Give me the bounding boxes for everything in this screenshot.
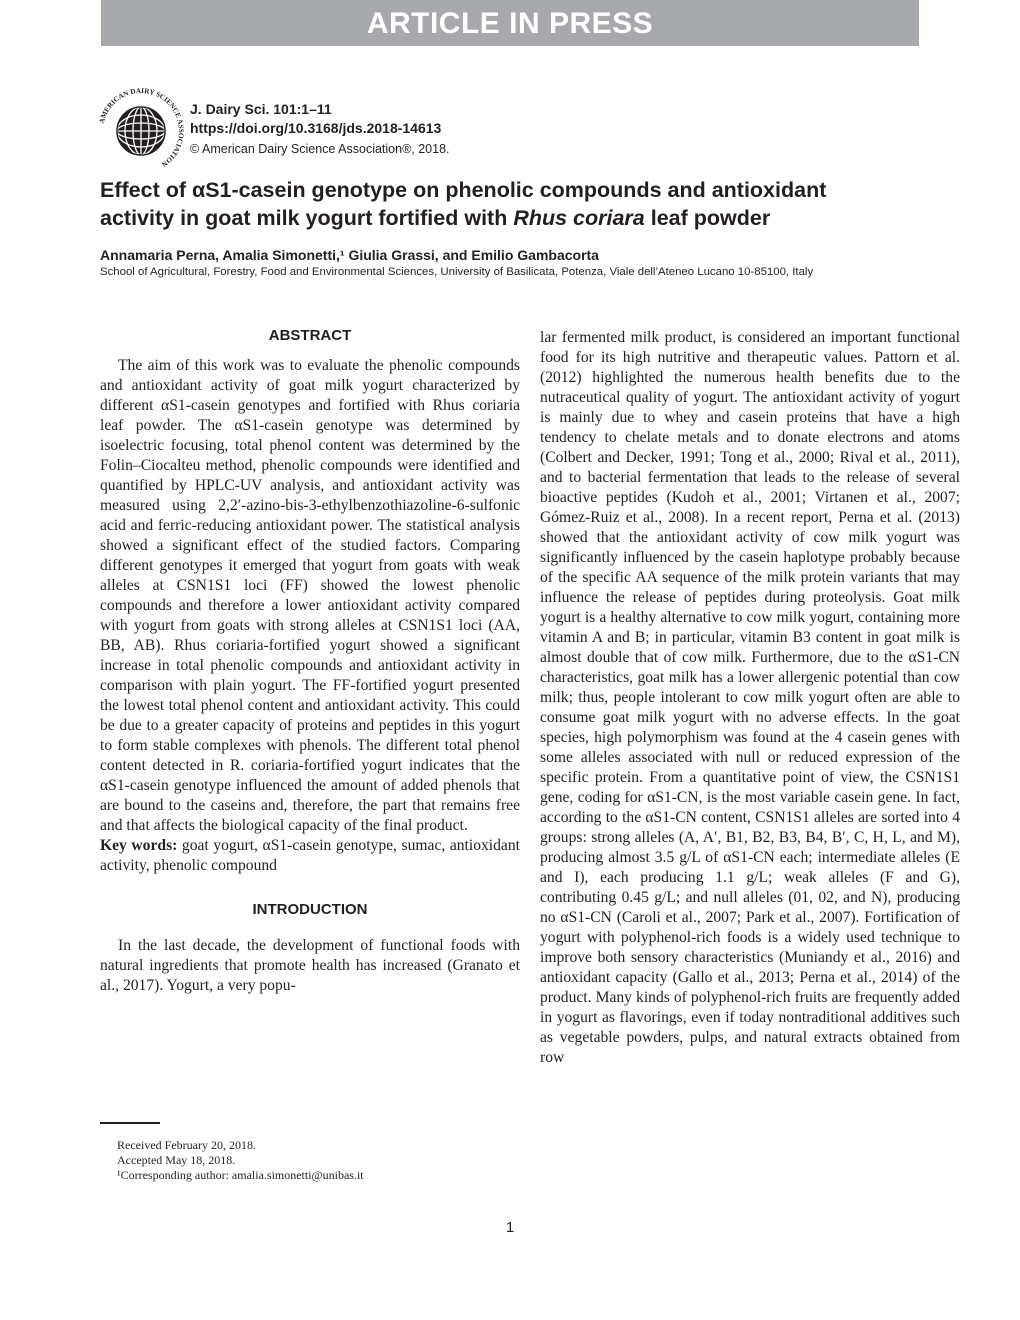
abstract-heading: ABSTRACT [268,327,352,344]
keywords-text: goat yogurt, αS1-casein genotype, sumac, antioxidant activity, phenolic compound [100,837,520,874]
title-species: Rhus coriara [513,206,645,230]
journal-info [190,100,450,159]
received-date: Received February 20, 2018. [117,1138,256,1152]
journal-citation: J. Dairy Sci. 101:1–11 [190,101,332,117]
article-title [100,176,920,232]
title-line-2 [100,204,920,232]
doi-link[interactable]: https://doi.org/10.3168/jds.2018-14613 [190,120,442,136]
introduction-right-text: lar fermented milk product, is considered an important functional food for its high nutritive and therapeutic values. Pattorn et al. (2012) highlighted the numerous health benefits due to the nutraceutical quality of yogurt. The antioxidant activity of yogurt is mainly due to whey and casein proteins that have a high tendency to chelate metals and to donate electrons and atoms (Colbert and Decker, 1991; Tong et al., 2000; Rival et al., 2011), and to bacterial fermentation that leads to the release of several bioactive peptides (Kudoh et al., 2001; Virtanen et al., 2007; Gómez-Ruiz et al., 2008). In a recent report, Perna et al. (2013) showed that the antioxidant activity of cow milk yogurt was significantly influenced by the casein haplotype probably because of the specific AA sequence of the milk protein variants that may influence the release of peptides during proteolysis. Goat milk yogurt is a healthy alternative to cow milk yogurt, containing more vitamin A and B; in particular, vitamin B3 content in goat milk is almost double that of cow milk. Furthermore, due to the αS1-CN characteristics, goat milk has a lower allergenic potential than cow milk; thus, people intolerant to cow milk yogurt often are able to consume goat milk yogurt with no adverse effects. In the goat species, high polymorphism was found at the 4 casein genes with some alleles associated with null or reduced expression of the specific protein. From a quantitative point of view, the CSN1S1 gene, coding for αS1-CN, is the most variable casein gene. In fact, according to the αS1-CN content, CSN1S1 alleles are sorted into 4 groups: strong alleles (A, A′, B1, B2, B3, B4, B′, C, H, L, and M), producing almost 3.5 g/L of αS1-CN each; intermediate alleles (E and I), each producing 1.1 g/L; weak alleles (F and G), contributing 0.45 g/L; and null alleles (01, 02, and N), producing no αS1-CN (Caroli et al., 2007; Park et al., 2007). Fortification of yogurt with polyphenol-rich foods is a widely used technique to improve both sensory characteristics (Muniandy et al., 2016) and antioxidant capacity (Gallo et al., 2013; Perna et al., 2014) of the product. Many kinds of polyphenol-rich fruits are frequently added in yogurt as flavorings, even if today nontraditional additives such as vegetable powders, pulps, and natural extracts obtained from row [540,329,960,1066]
keywords [100,836,520,876]
footnotes [117,1138,364,1183]
left-column [100,326,520,996]
keywords-label: Key words: [100,837,178,854]
affiliation: School of Agricultural, Forestry, Food and Environmental Sciences, University of Basilicata, Potenza, Viale dell’Ateneo Lucano 10-85100, Italy [100,266,814,278]
accepted-date: Accepted May 18, 2018. [117,1153,236,1167]
introduction-heading: INTRODUCTION [252,901,368,918]
corresponding-author: ¹Corresponding author: amalia.simonetti@unibas.it [117,1168,364,1182]
abstract-body: The aim of this work was to evaluate the phenolic compounds and antioxidant activity of goat milk yogurt characterized by different αS1-casein genotypes and fortified with Rhus coriaria leaf powder. The αS1-casein genotype was determined by isoelectric focusing, total phenol content was determined by the Folin–Ciocalteu method, phenolic compounds were identified and quantified by HPLC-UV analysis, and antioxidant activity was measured using 2,2′-azino-bis-3-ethylbenzothiazoline-6-sulfonic acid and ferric-reducing antioxidant power. The statistical analysis showed a significant effect of the studied factors. Comparing different genotypes it emerged that yogurt from goats with weak alleles at CSN1S1 loci (FF) showed the lowest phenolic compounds and therefore a lower antioxidant activity compared with yogurt from goats with strong alleles at CSN1S1 loci (AA, BB, AB). Rhus coriaria-fortified yogurt showed a significant increase in total phenolic compounds and antioxidant activity in comparison with plain yogurt. The FF-fortified yogurt presented the lowest total phenol content and antioxidant activity. This could be due to a greater capacity of proteins and peptides in this yogurt to form stable complexes with phenols. The different total phenol content detected in R. coriaria-fortified yogurt indicates that the αS1-casein genotype influenced the amount of added phenols that are bound to the caseins and, therefore, the part that remains free and that affects the biological capacity of the final product. [100,357,520,834]
right-column [540,328,960,1068]
author-list: Annamaria Perna, Amalia Simonetti,¹ Giulia Grassi, and Emilio Gambacorta [100,247,599,263]
adsa-seal-logo [96,86,186,176]
logo-ring-text: AMERICAN DAIRY SCIENCE ASSOCIATION [97,86,186,169]
copyright-line: © American Dairy Science Association®, 2018. [190,142,450,156]
title-line-2-end: leaf powder [644,206,771,230]
title-line-2-start: activity in goat milk yogurt fortified with [100,206,514,230]
article-in-press-banner: ARTICLE IN PRESS [101,0,919,46]
introduction-left-text: In the last decade, the development of functional foods with natural ingredients that promote health has increased (Granato et al., 2017). Yogurt, a very popu- [100,937,520,994]
footnote-rule [100,1122,160,1124]
title-line-1: Effect of αS1-casein genotype on phenolic compounds and antioxidant [100,178,827,202]
page-number: 1 [505,1219,515,1236]
